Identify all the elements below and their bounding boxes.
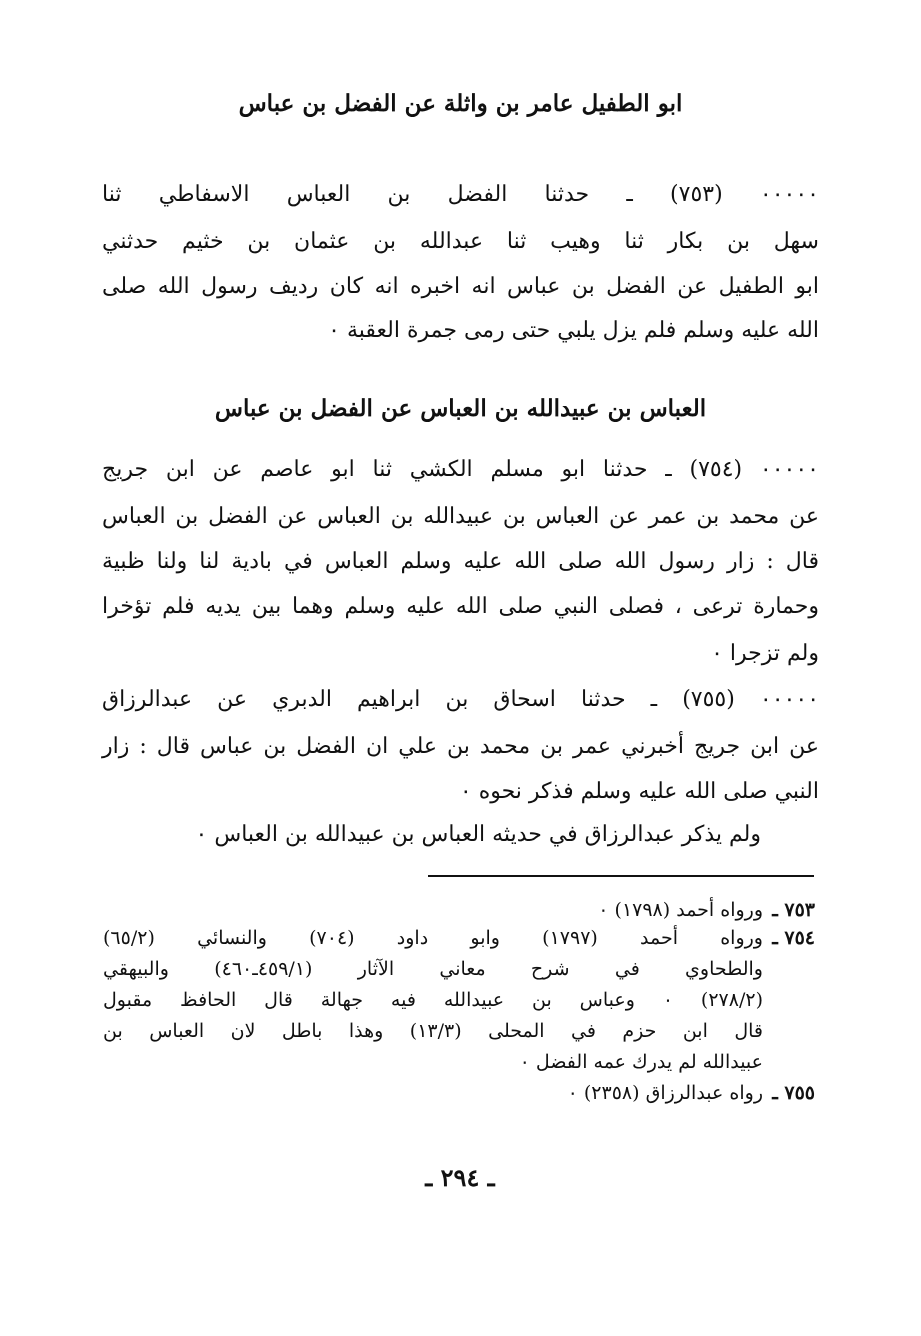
- hadith-line: ولم تزجرا ٠: [711, 641, 819, 666]
- footnote-line: (٢٧٨/٢) ٠ وعباس بن عبيدالله فيه جهالة قال الحافظ مقبول: [103, 989, 763, 1011]
- footnote-line: قال ابن حزم في المحلى (١٣/٣) وهذا باطل لان العباس بن: [103, 1020, 763, 1042]
- hadith-line: ٠٠٠٠٠ (٧٥٥) ـ حدثنا اسحاق بن ابراهيم الدبري عن عبدالرزاق: [102, 687, 820, 712]
- footnote-separator: [428, 875, 814, 877]
- hadith-line: النبي صلى الله عليه وسلم فذكر نحوه ٠: [459, 779, 819, 804]
- footnote-number: ٧٥٥ ـ: [772, 1082, 815, 1104]
- footnote-number: ٧٥٤ ـ: [772, 927, 815, 949]
- footnote-line: عبيدالله لم يدرك عمه الفضل ٠: [519, 1051, 763, 1073]
- page-number: ـ ٢٩٤ ـ: [425, 1163, 495, 1192]
- section-heading-abbas: العباس بن عبيدالله بن العباس عن الفضل بن عباس: [214, 395, 707, 422]
- hadith-line: سهل بن بكار ثنا وهيب ثنا عبدالله بن عثمان بن خثيم حدثني: [102, 229, 819, 254]
- footnote-line: ورواه أحمد (١٧٩٨) ٠: [598, 899, 763, 921]
- section-heading-abu-tufail: ابو الطفيل عامر بن واثلة عن الفضل بن عباس: [238, 90, 683, 117]
- hadith-line: ٠٠٠٠٠ (٧٥٣) ـ حدثنا الفضل بن العباس الاسفاطي ثنا: [102, 182, 819, 207]
- hadith-line: عن ابن جريج أخبرني عمر بن محمد بن علي ان الفضل بن عباس قال : زار: [102, 734, 819, 759]
- hadith-line: عن محمد بن عمر عن العباس بن عبيدالله بن العباس عن الفضل بن العباس: [102, 504, 819, 529]
- hadith-line: قال : زار رسول الله صلى الله عليه وسلم العباس في بادية لنا ولنا ظبية: [102, 549, 819, 574]
- hadith-line: ٠٠٠٠٠ (٧٥٤) ـ حدثنا ابو مسلم الكشي ثنا ابو عاصم عن ابن جريج: [102, 457, 819, 482]
- footnote-line: ورواه أحمد (١٧٩٧) وابو داود (٧٠٤) والنسائي (٦٥/٢): [103, 927, 763, 949]
- hadith-line: ولم يذكر عبدالرزاق في حديثه العباس بن عبيدالله بن العباس ٠: [195, 822, 761, 847]
- hadith-line: وحمارة ترعى ، فصلى النبي صلى الله عليه وسلم وهما بين يديه فلم تؤخرا: [102, 594, 819, 619]
- footnote-line: رواه عبدالرزاق (٢٣٥٨) ٠: [567, 1082, 763, 1104]
- hadith-line: الله عليه وسلم فلم يزل يلبي حتى رمى جمرة العقبة ٠: [328, 318, 819, 343]
- footnote-number: ٧٥٣ ـ: [772, 899, 815, 921]
- footnote-line: والطحاوي في شرح معاني الآثار (٤٥٩/١ـ٤٦٠) والبيهقي: [103, 958, 763, 980]
- hadith-line: ابو الطفيل عن الفضل بن عباس انه اخبره انه كان رديف رسول الله صلى: [102, 274, 819, 299]
